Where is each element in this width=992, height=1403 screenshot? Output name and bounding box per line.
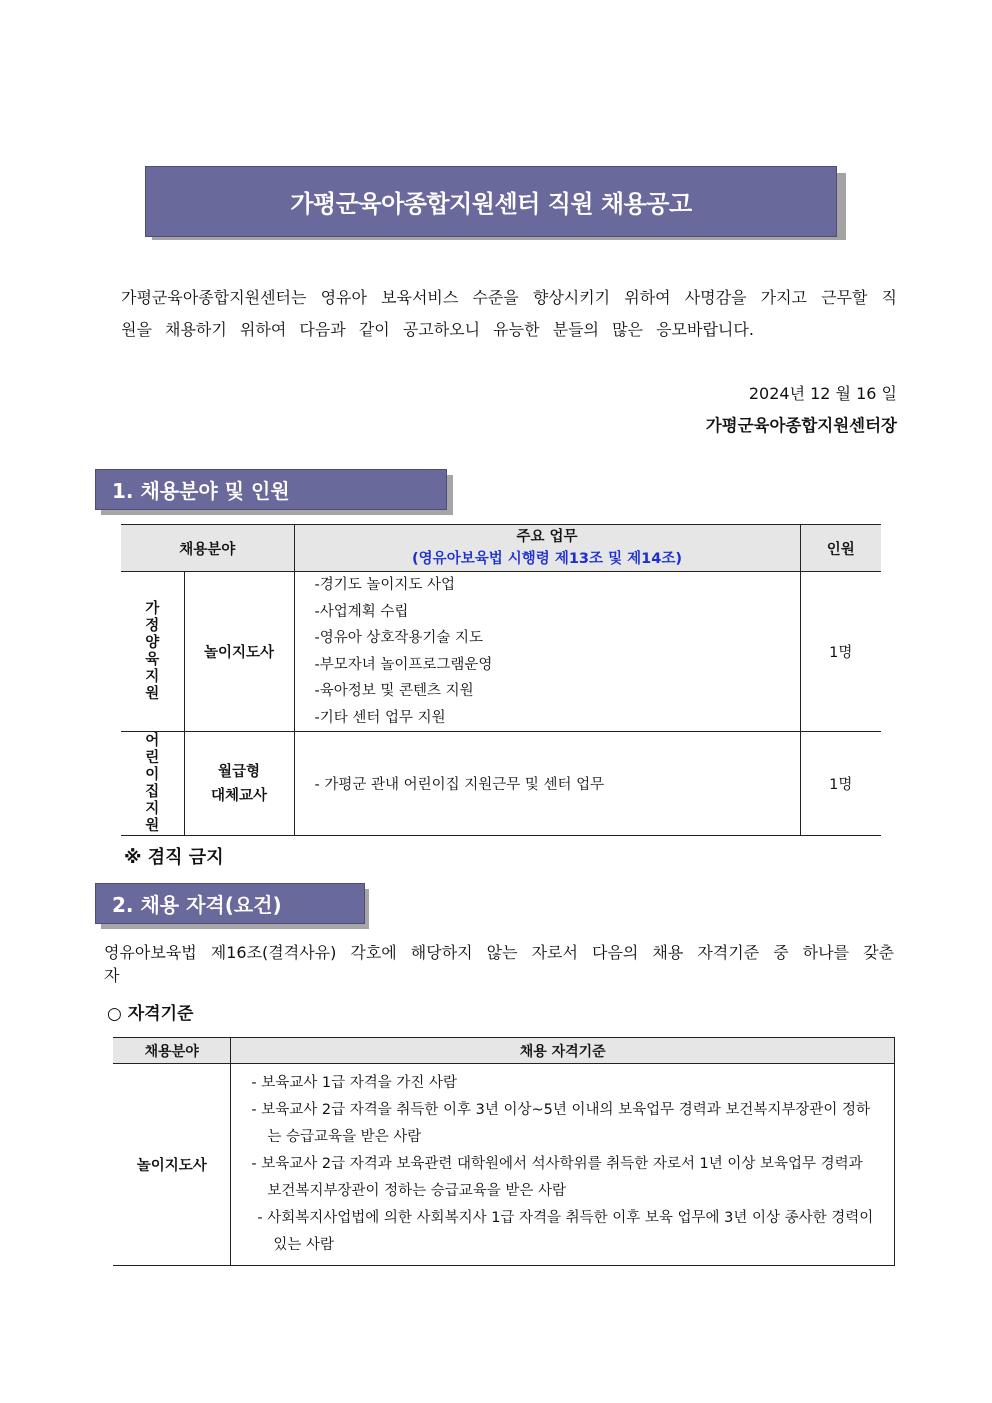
position-line: 월급형 [217, 763, 261, 780]
position-play-instructor: 놀이지도사 [184, 572, 294, 732]
section2-header: 2. 채용 자격(요건) [95, 883, 365, 924]
count-cell: 1명 [800, 732, 881, 836]
header-field: 채용분야 [121, 525, 294, 572]
qualification-text: 영유아보육법 제16조(결격사유) 각호에 해당하지 않는 자로서 다음의 채용 자격기준 중 하나를 갖춘 자 [104, 943, 894, 985]
duties-cell [294, 572, 800, 732]
category-daycare-support [121, 732, 184, 836]
criteria-item: - 보육교사 1급 자격을 가진 사람 [251, 1075, 458, 1091]
position-line: 대체교사 [210, 787, 268, 804]
criteria-item: - 보육교사 2급 자격을 취득한 이후 3년 이상~5년 이내의 보육업무 경력과 보건복지부장관이 정하는 승급교육을 받은 사람 [251, 1102, 871, 1145]
duty-item: -부모자녀 놀이프로그램운영 [314, 656, 493, 673]
header-criteria: 채용 자격기준 [231, 1038, 895, 1064]
header-count: 인원 [800, 525, 881, 572]
criteria-table [113, 1037, 895, 1266]
header-duty-title: 주요 업무 [516, 529, 578, 545]
count-cell: 1명 [800, 572, 881, 732]
position-substitute-teacher [184, 732, 294, 836]
duty-item: -기타 센터 업무 지원 [314, 709, 446, 726]
header-duty [294, 525, 800, 572]
category-label: 어 린 이 집 지 원 [145, 732, 160, 834]
duty-item: -사업계획 수립 [314, 603, 409, 620]
criteria-item: - 보육교사 2급 자격과 보육관련 대학원에서 석사학위를 취득한 자로서 1년 이상 보육업무 경력과 보건복지부장관이 정하는 승급교육을 받은 사람 [251, 1156, 863, 1199]
category-label: 가 정 양 육 지 원 [145, 600, 160, 702]
duty-item: -육아정보 및 콘텐츠 지원 [314, 683, 474, 699]
criteria-cell [231, 1064, 895, 1266]
page-title: 가평군육아종합지원센터 직원 채용공고 [145, 166, 837, 237]
criteria-item: - 사회복지사업법에 의한 사회복지사 1급 자격을 취득한 이후 보육 업무에 3년 이상 종사한 경력이 있는 사람 [257, 1210, 874, 1253]
positions-table [121, 524, 881, 836]
duty-item: -영유아 상호작용기술 지도 [314, 630, 484, 646]
duty-cell: - 가평군 관내 어린이집 지원근무 및 센터 업무 [294, 732, 800, 836]
announcement-date: 2024년 12 월 16 일 [748, 384, 897, 403]
header-duty-subtitle: (영유아보육법 시행령 제13조 및 제14조) [412, 551, 682, 567]
category-home-care [121, 572, 184, 732]
criteria-position: 놀이지도사 [113, 1064, 231, 1266]
concurrent-job-note: ※ 겸직 금지 [124, 847, 224, 868]
criteria-label: ○ 자격기준 [107, 1004, 194, 1024]
intro-paragraph: 가평군육아종합지원센터는 영유아 보육서비스 수준을 향상시키기 위하여 사명감을 가지고 근무할 직원을 채용하기 위하여 다음과 같이 공고하오니 유능한 분들의 많은 응모바랍니다. [121, 288, 897, 339]
section1-header: 1. 채용분야 및 인원 [95, 469, 447, 510]
header-field: 채용분야 [113, 1038, 231, 1064]
signer: 가평군육아종합지원센터장 [705, 416, 897, 435]
duty-item: -경기도 놀이지도 사업 [314, 577, 456, 593]
